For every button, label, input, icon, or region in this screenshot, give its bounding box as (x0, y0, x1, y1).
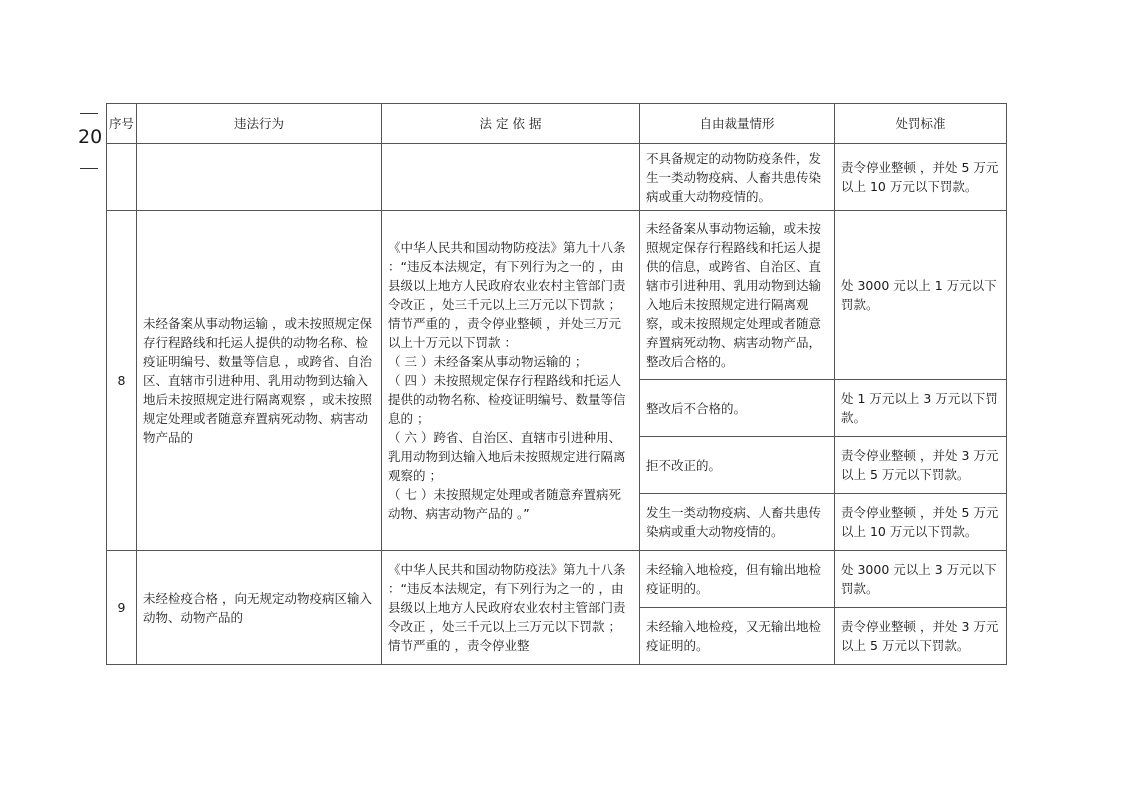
page-number-top-rule (80, 113, 98, 114)
table-header-row (107, 104, 1007, 144)
behavior-cell (137, 144, 382, 211)
discretion-cell: 未经输入地检疫，又无输出地检疫证明的。 (640, 608, 835, 665)
basis-paragraph: 《中华人民共和国动物防疫法》第九十八条 ：“违反本法规定，有下列行为之一的 ，由县级以上地方人民政府农业农村主管部门责令改正 ，处三千元以上三万元以下罚款 ；情节严重的 ，责令停业整顿 ，并处三万元以上十万元以下罚款 ： (388, 240, 626, 350)
header-discretion: 自由裁量情形 (640, 104, 835, 144)
page-number-bottom-rule (80, 168, 98, 169)
header-basis: 法 定 依 据 (382, 104, 640, 144)
basis-cell (382, 144, 640, 211)
behavior-cell: 未经备案从事动物运输 ，或未按照规定保存行程路线和托运人提供的动物名称、检疫证明编号、数量等信息 ，或跨省、自治区、直辖市引进种用、乳用动物到达输入地后未按照规定进行隔离观察 ，或未按照规定处理或者随意弃置病死动物、病害动物产品的 (137, 211, 382, 551)
discretion-cell: 拒不改正的。 (640, 437, 835, 494)
basis-item: （ 四 ）未按照规定保存行程路线和托运人提供的动物名称、检疫证明编号、数量等信息的 ； (388, 373, 626, 426)
basis-cell (382, 211, 640, 551)
basis-item: （ 三 ）未经备案从事动物运输的 ； (388, 354, 588, 369)
page-number: 20 (78, 126, 103, 148)
header-penalty: 处罚标准 (835, 104, 1007, 144)
basis-item: （ 六 ）跨省、自治区、直辖市引进种用、乳用动物到达输入地后未按照规定进行隔离观察的 ； (388, 430, 626, 483)
table-row (107, 551, 1007, 608)
basis-item: （ 七 ）未按照规定处理或者随意弃置病死动物、病害动物产品的 。” (388, 487, 621, 521)
discretion-cell: 未经备案从事动物运输，或未按照规定保存行程路线和托运人提供的信息，或跨省、自治区、直辖市引进种用、乳用动物到达输入地后未按照规定进行隔离观察，或未按照规定处理或者随意弃置病死动物、病害动物产品，整改后合格的。 (640, 211, 835, 380)
penalty-cell: 处 3000 元以上 1 万元以下罚款。 (835, 211, 1007, 380)
penalty-cell: 责令停业整顿 ，并处 3 万元以上 5 万元以下罚款。 (835, 437, 1007, 494)
penalty-cell: 责令停业整顿 ，并处 3 万元以上 5 万元以下罚款。 (835, 608, 1007, 665)
table-row (107, 144, 1007, 211)
seq-cell: 9 (107, 551, 137, 665)
header-behavior: 违法行为 (137, 104, 382, 144)
penalty-cell: 处 1 万元以上 3 万元以下罚款。 (835, 380, 1007, 437)
penalty-table (106, 103, 1007, 665)
header-seq: 序号 (107, 104, 137, 144)
penalty-cell: 责令停业整顿 ，并处 5 万元以上 10 万元以下罚款。 (835, 144, 1007, 211)
discretion-cell: 整改后不合格的。 (640, 380, 835, 437)
basis-cell: 《中华人民共和国动物防疫法》第九十八条 ：“违反本法规定，有下列行为之一的 ，由县级以上地方人民政府农业农村主管部门责令改正 ，处三千元以上三万元以下罚款 ；情节严重的 ，责令停业整 (382, 551, 640, 665)
penalty-cell: 处 3000 元以上 3 万元以下罚款。 (835, 551, 1007, 608)
discretion-cell: 未经输入地检疫，但有输出地检疫证明的。 (640, 551, 835, 608)
behavior-cell: 未经检疫合格 ，向无规定动物疫病区输入动物、动物产品的 (137, 551, 382, 665)
table-row (107, 211, 1007, 380)
discretion-cell: 不具备规定的动物防疫条件，发生一类动物疫病、人畜共患传染病或重大动物疫情的。 (640, 144, 835, 211)
penalty-cell: 责令停业整顿 ，并处 5 万元以上 10 万元以下罚款。 (835, 494, 1007, 551)
discretion-cell: 发生一类动物疫病、人畜共患传染病或重大动物疫情的。 (640, 494, 835, 551)
seq-cell: 8 (107, 211, 137, 551)
seq-cell (107, 144, 137, 211)
